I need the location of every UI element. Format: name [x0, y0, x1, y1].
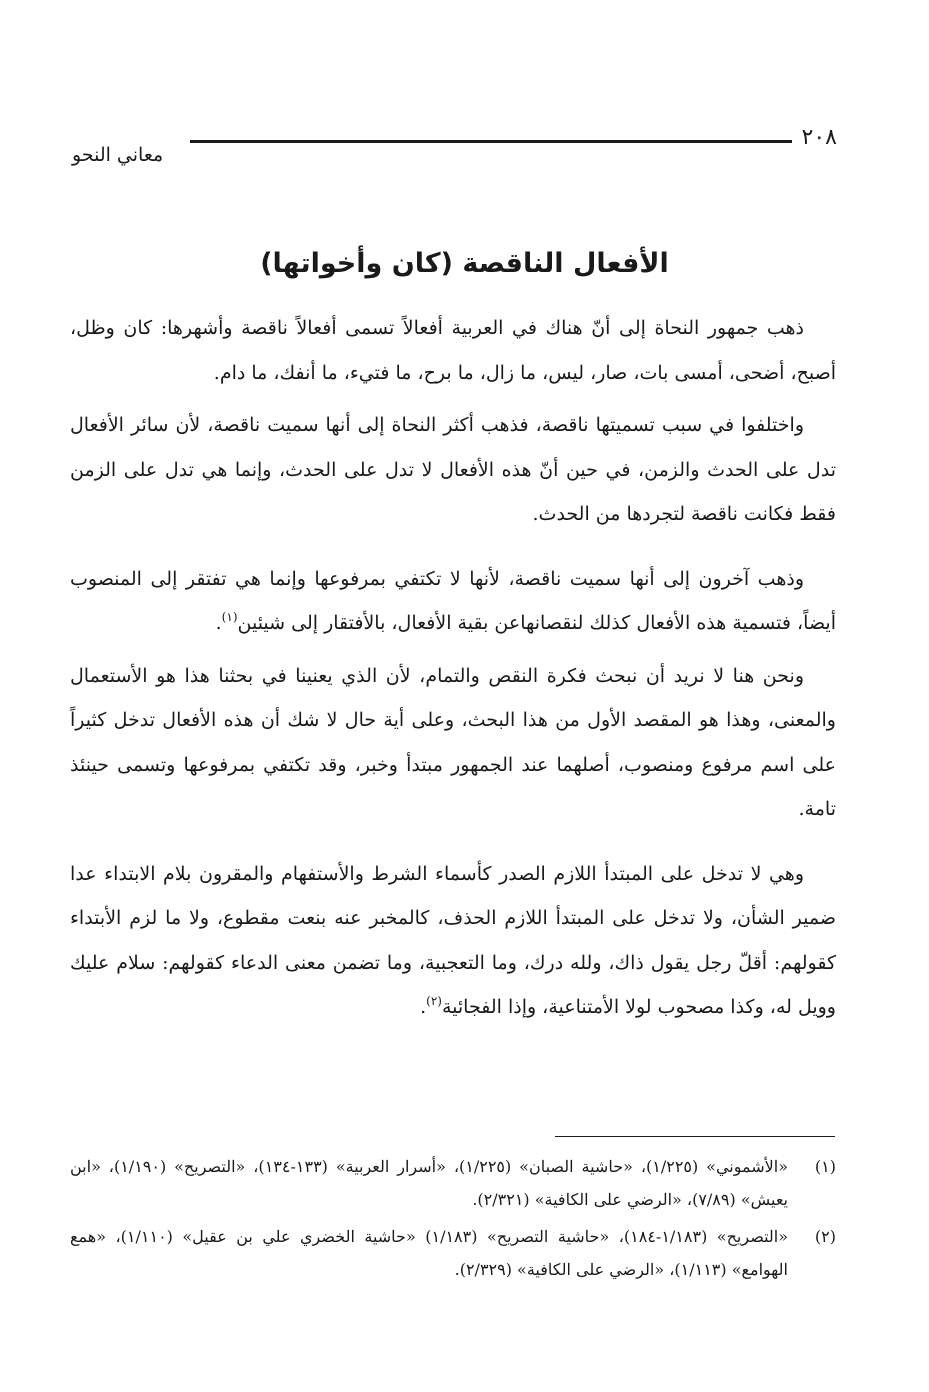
paragraph-text: ونحن هنا لا نريد أن نبحث فكرة النقص والتمام، لأن الذي يعنينا في بحثنا هذا هو الأستعمال والمعنى، وهذا هو المقصد الأول من هذا البحث، وعلى أية حال لا شك أن هذه الأفعال تدخل كثيراً على اسم مرفوع ومنصوب، أصلهما عند الجمهور مبتدأ وخبر، وقد تكتفي بمرفوعها وتسمى حينئذ تامة.	[70, 664, 836, 820]
paragraph-text: ذهب جمهور النحاة إلى أنّ هناك في العربية أفعالاً تسمى أفعالاً ناقصة وأشهرها: كان وظل، أصبح، أضحى، أمسى بات، صار، ليس، ما زال، ما برح، ما فتيء، ما أنفك، ما دام.	[70, 317, 836, 384]
paragraph	[70, 852, 836, 1030]
header-rule	[190, 140, 792, 143]
running-title: معاني النحو	[72, 144, 164, 166]
chapter-title: الأفعال الناقصة (كان وأخواتها)	[260, 248, 669, 279]
body-text	[70, 306, 836, 1050]
paragraph-text: وذهب آخرون إلى أنها سميت ناقصة، لأنها لا تكتفي بمرفوعها وإنما هي تفتقر إلى المنصوب أيضاً، فتسمية هذه الأفعال كذلك لنقصانهاعن بقية الأفعال، بالأفتقار إلى شيئين	[70, 567, 836, 634]
footnote-text: «التصريح» (١/١٨٣-١٨٤)، «حاشية التصريح» (١/١٨٣) «حاشية الخضري علي بن عقيل» (١/١١٠)، «همع الهوامع» (١/١١٣)، «الرضي على الكافية» (٢/٣٢٩).	[70, 1227, 789, 1279]
footnote-number: (٢)	[814, 1227, 836, 1246]
footnote-number: (١)	[814, 1157, 836, 1176]
paragraph	[70, 557, 836, 646]
footnotes	[70, 1150, 840, 1290]
footnote-text: «الأشموني» (١/٢٢٥)، «حاشية الصبان» (١/٢٢٥)، «أسرار العربية» (١٣٣-١٣٤)، «التصريح» (١/١٩٠)، «ابن يعيش» (٧/٨٩)، «الرضي على الكافية» (٢/٣٢١).	[70, 1157, 789, 1209]
footnote-separator	[555, 1136, 835, 1137]
footnote	[70, 1150, 840, 1216]
footnote	[70, 1220, 840, 1286]
paragraph-text: وهي لا تدخل على المبتدأ اللازم الصدر كأسماء الشرط والأستفهام والمقرون بلام الابتداء عدا ضمير الشأن، ولا تدخل على المبتدأ اللازم الحذف، كالمخبر عنه بنعت مقطوع، ولا ما لزم الأبتداء كقولهم: أقلّ رجل يقول ذاك، ولله درك، وما التعجبية، وما تضمن معنى الدعاء كقولهم: سلام عليك وويل له، وكذا مصحوب لولا الأمتناعية، وإذا الفجائية	[70, 862, 836, 1018]
paragraph-tail: .	[215, 612, 222, 634]
footnote-reference: (٢)	[426, 994, 442, 1008]
paragraph	[70, 654, 836, 832]
paragraph-text: واختلفوا في سبب تسميتها ناقصة، فذهب أكثر النحاة إلى أنها سميت ناقصة، لأن سائر الأفعال تدل على الحدث والزمن، في حين أنّ هذه الأفعال لا تدل على الحدث، وإنما هي تدل على الزمن فقط فكانت ناقصة لتجردها من الحدث.	[70, 414, 836, 525]
footnote-reference: (١)	[221, 610, 238, 624]
page-number: ٢٠٨	[801, 125, 837, 150]
paragraph-tail: .	[420, 996, 427, 1018]
paragraph	[70, 403, 836, 537]
paragraph	[70, 306, 836, 395]
